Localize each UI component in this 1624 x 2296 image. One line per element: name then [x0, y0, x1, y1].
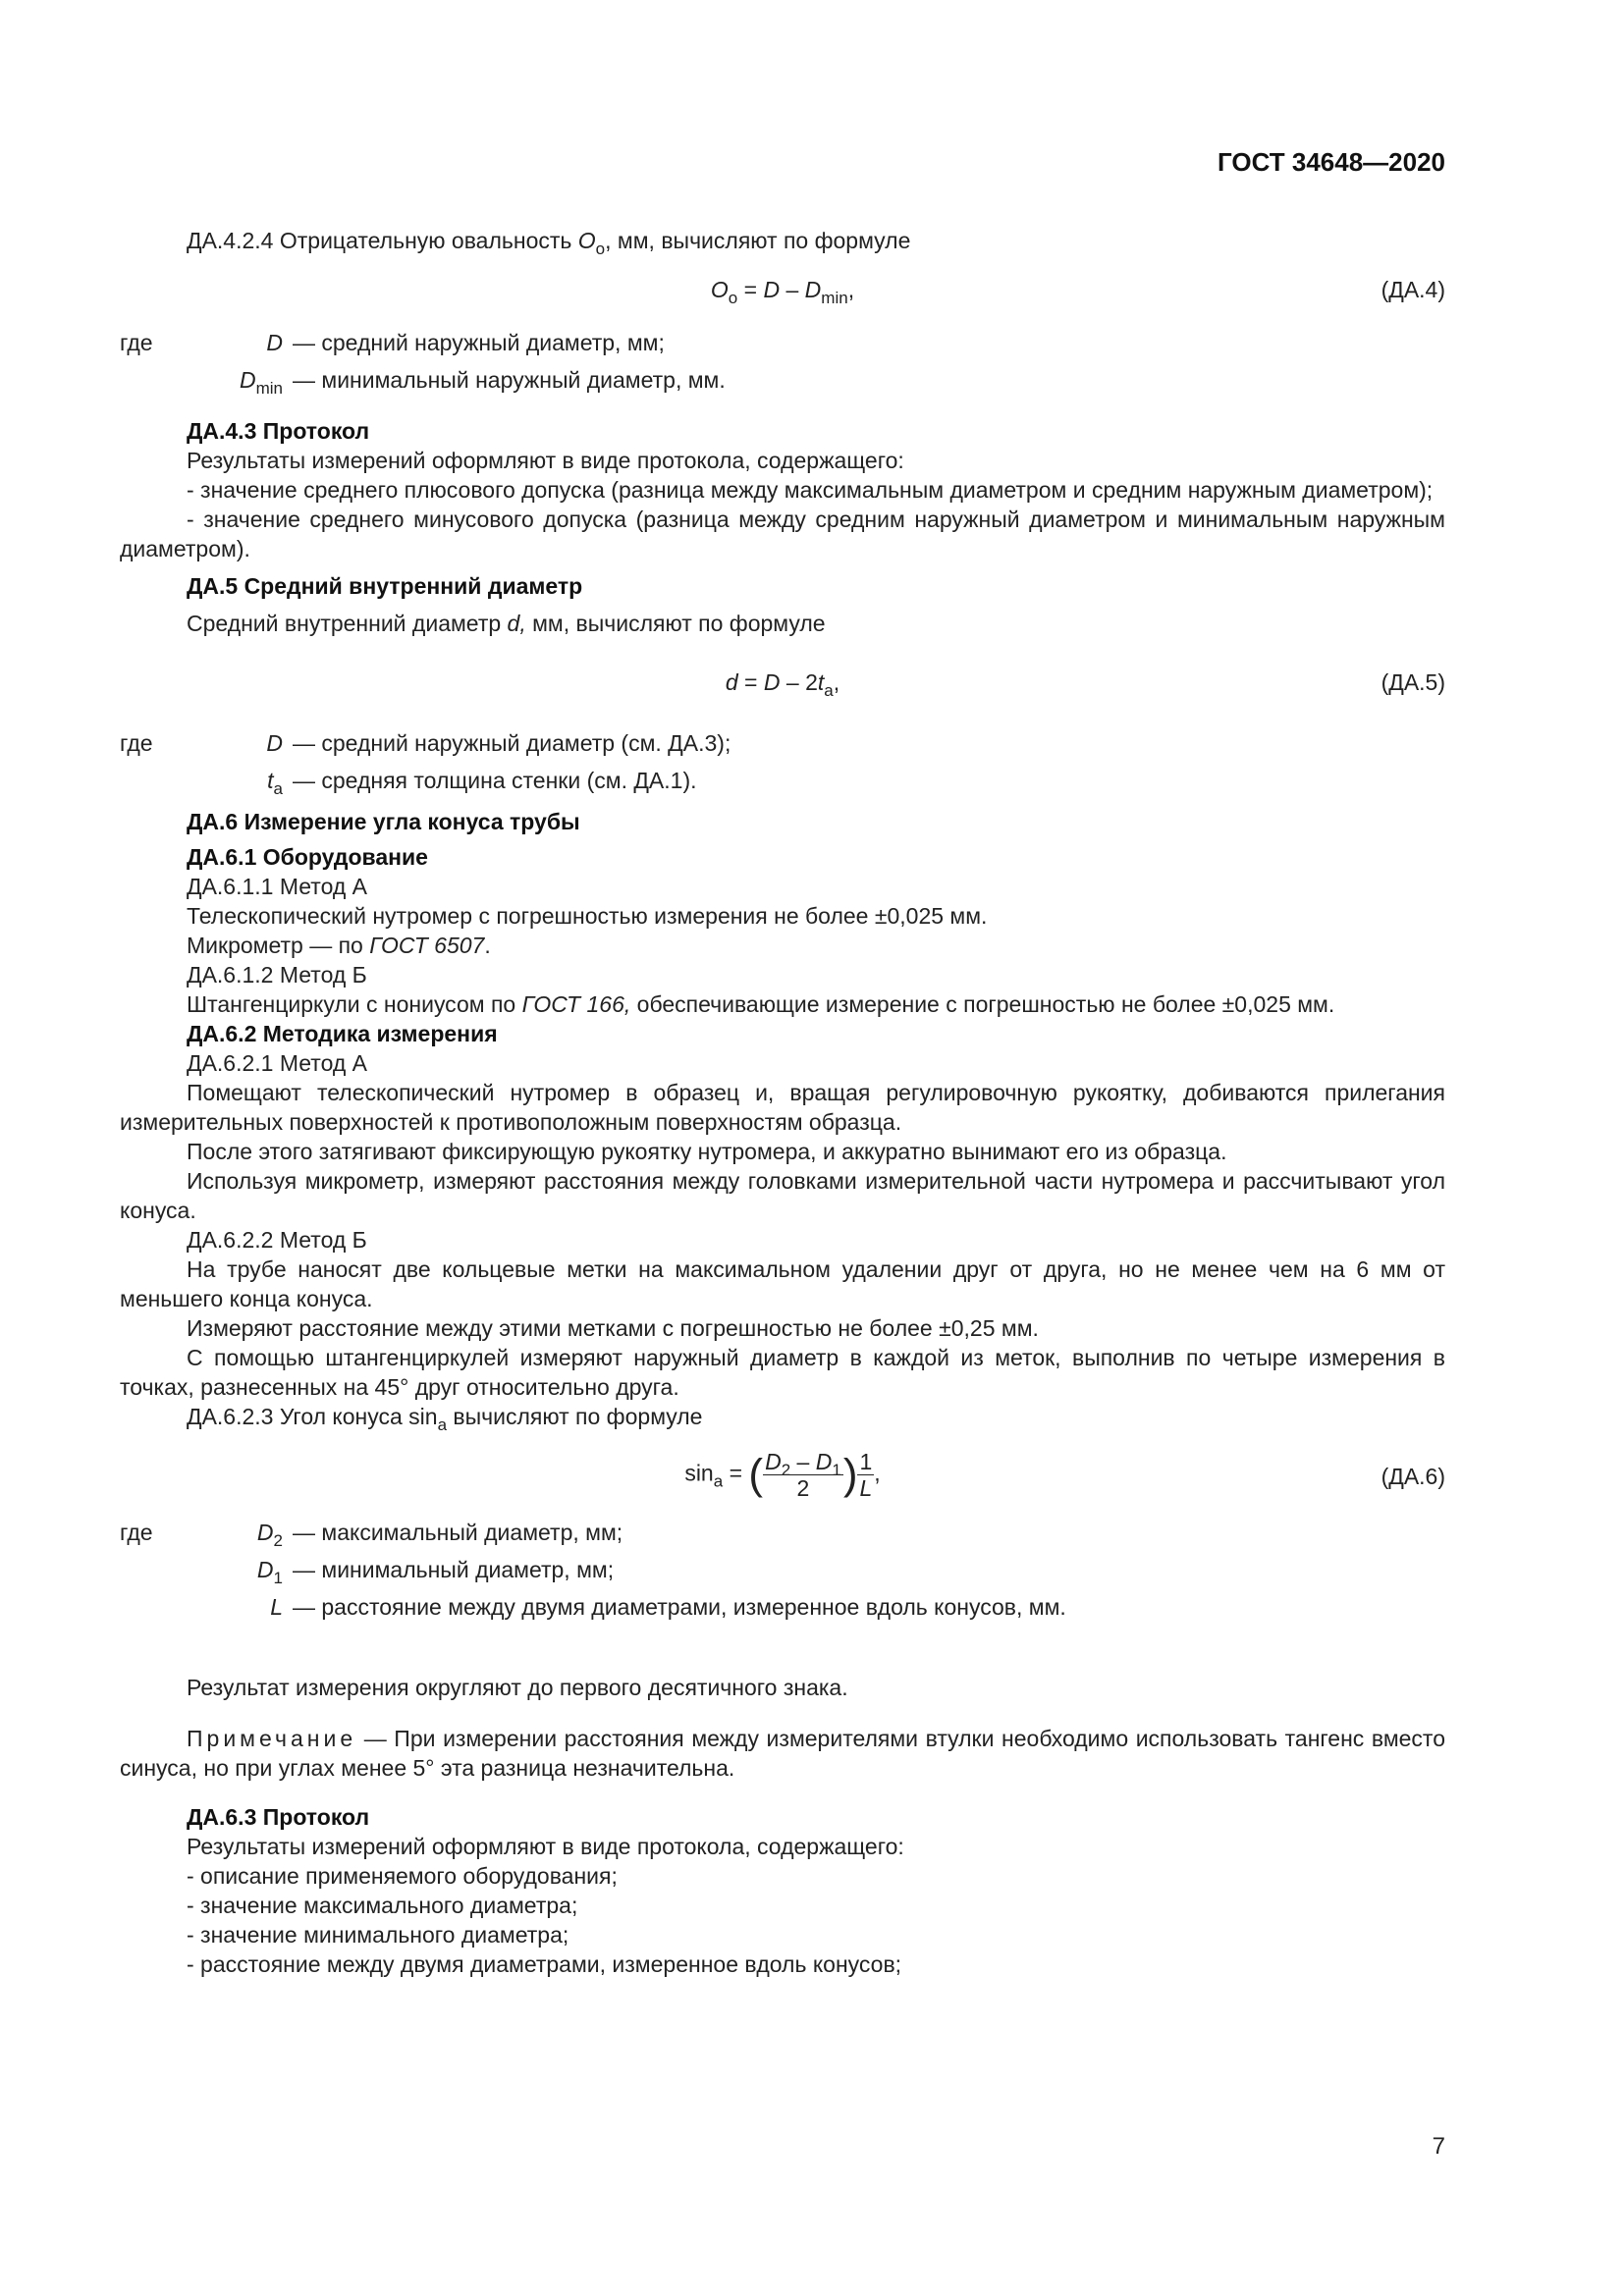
where-item: $t_a$ — средняя толщина стенки (см. ДА.1).	[267, 768, 697, 798]
page-number: 7	[1432, 2133, 1445, 2160]
paragraph: С помощью штангенциркулей измеряют наружный диаметр в каждой из меток, выполнив по четыре измерения в точках, разнесенных на 45° друг относительно друга.	[120, 1345, 1445, 1400]
formula-da4: $O_o = D - D_{min}$, (ДА.4)	[710, 277, 1445, 307]
paragraph: Используя микрометр, измеряют расстояния между головками измерительной части нутромера и рассчитывают угол конуса.	[120, 1168, 1445, 1223]
subsection-heading: ДА.6.1 Оборудование	[187, 844, 428, 870]
paragraph: Помещают телескопический нутромер в образец и, вращая регулировочную рукоятку, добиваются прилегания измерительных поверхностей к противоположным поверхностям образца.	[120, 1080, 1445, 1135]
formula-number: (ДА.4)	[1380, 277, 1445, 302]
where-item: где D — средний наружный диаметр (см. ДА.3);	[120, 730, 731, 756]
paragraph: Штангенциркули с нониусом по ГОСТ 166, обеспечивающие измерение с погрешностью не более ±0,025 мм.	[187, 991, 1335, 1017]
document-header: ГОСТ 34648—2020	[1218, 147, 1445, 177]
paragraph: - значение среднего минусового допуска (разница между средним наружный диаметром и минимальным наружным диаметром).	[120, 507, 1445, 561]
formula-number: (ДА.5)	[1380, 669, 1445, 695]
where-item: $D_{min}$ — минимальный наружный диаметр, мм.	[239, 367, 726, 398]
paragraph: Результат измерения округляют до первого десятичного знака.	[187, 1675, 848, 1700]
where-item: где D — средний наружный диаметр, мм;	[120, 330, 665, 355]
subsection-heading: ДА.6.2 Методика измерения	[187, 1021, 498, 1046]
paragraph-da424-intro: ДА.4.2.4 Отрицательную овальность $O_o$, мм, вычисляют по формуле	[187, 228, 911, 258]
where-item: где $D_2$ — максимальный диаметр, мм;	[120, 1520, 623, 1550]
list-item: - расстояние между двумя диаметрами, измеренное вдоль конусов;	[187, 1951, 902, 1977]
paragraph: Результаты измерений оформляют в виде протокола, содержащего:	[187, 1834, 904, 1859]
paragraph: ДА.6.2.3 Угол конуса $\sin_a$ вычисляют по формуле	[187, 1404, 703, 1434]
section-heading: ДА.5 Средний внутренний диаметр	[187, 573, 583, 599]
paragraph: На трубе наносят две кольцевые метки на максимальном удалении друг от друга, но не менее чем на 6 мм от меньшего конца конуса.	[120, 1256, 1445, 1311]
where-item: L — расстояние между двумя диаметрами, измеренное вдоль конусов, мм.	[270, 1594, 1066, 1620]
section-heading: ДА.6 Измерение угла конуса трубы	[187, 809, 580, 834]
formula-da5: $d = D - 2t_a$, (ДА.5)	[725, 669, 1445, 700]
paragraph: ДА.6.2.1 Метод А	[187, 1050, 368, 1076]
paragraph: Измеряют расстояние между этими метками с погрешностью не более ±0,25 мм.	[187, 1315, 1039, 1341]
paragraph: ДА.6.1.1 Метод А	[187, 874, 368, 899]
note: Примечание — При измерении расстояния между измерителями втулки необходимо использовать тангенс вместо синуса, но при углах менее 5° эта разница незначительна.	[120, 1726, 1445, 1781]
paragraph: После этого затягивают фиксирующую рукоятку нутромера, и аккуратно вынимают его из образца.	[187, 1139, 1227, 1164]
formula-number: (ДА.6)	[1380, 1464, 1445, 1489]
paragraph: Результаты измерений оформляют в виде протокола, содержащего:	[187, 448, 904, 473]
paragraph: ДА.6.1.2 Метод Б	[187, 962, 367, 988]
paragraph: ДА.6.2.2 Метод Б	[187, 1227, 367, 1253]
paragraph: - значение среднего плюсового допуска (разница между максимальным диаметром и средним наружным диаметром);	[187, 477, 1434, 503]
list-item: - описание применяемого оборудования;	[187, 1863, 618, 1889]
list-item: - значение минимального диаметра;	[187, 1922, 569, 1948]
list-item: - значение максимального диаметра;	[187, 1893, 578, 1918]
paragraph: Микрометр — по ГОСТ 6507.	[187, 933, 491, 958]
subsection-heading: ДА.6.3 Протокол	[187, 1804, 370, 1830]
paragraph: Телескопический нутромер с погрешностью измерения не более ±0,025 мм.	[187, 903, 988, 929]
where-item: $D_1$ — минимальный диаметр, мм;	[256, 1557, 615, 1587]
paragraph-da5-intro: Средний внутренний диаметр d, мм, вычисляют по формуле	[187, 611, 826, 636]
section-heading: ДА.4.3 Протокол	[187, 418, 370, 444]
page-content	[120, 226, 1445, 1979]
formula-da6: $\sin_a$ = ( $\frac{D_2 - D_1}{2}$ ) $\frac{1}{L}$ , (ДА.6)	[684, 1449, 1445, 1501]
